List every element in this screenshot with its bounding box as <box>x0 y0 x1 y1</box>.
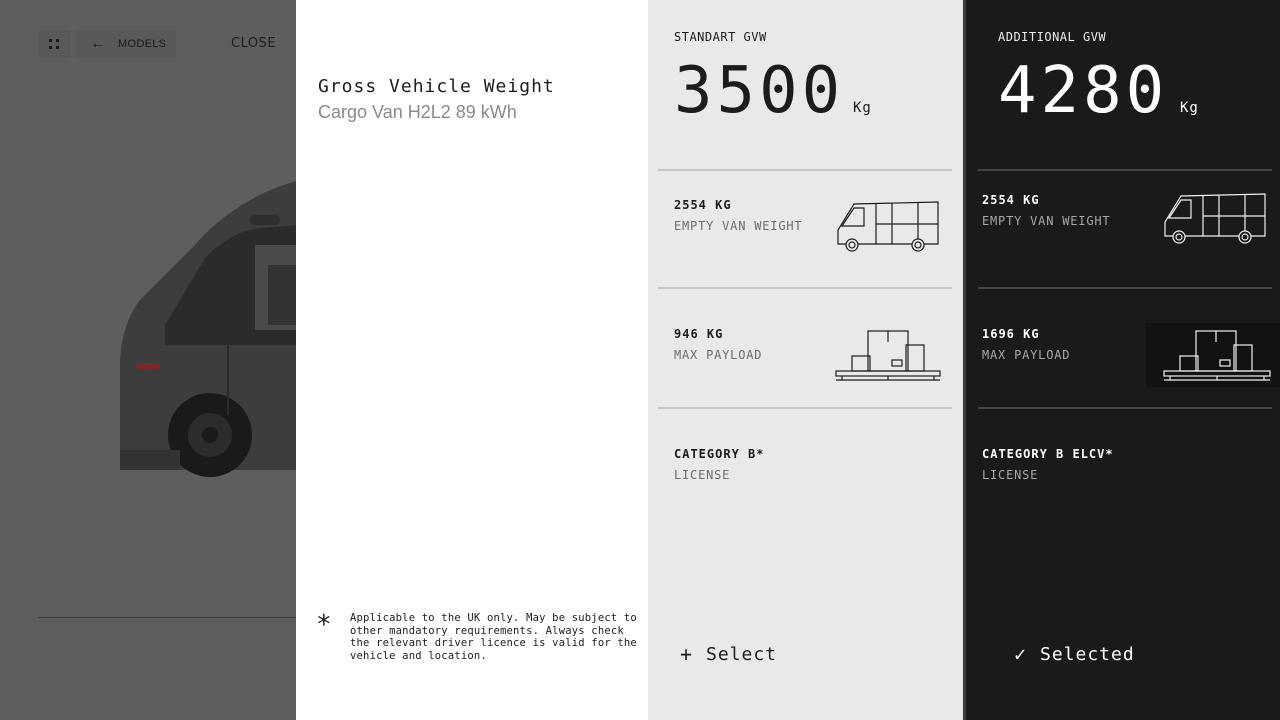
checkmark-icon: ✓ <box>1014 642 1028 666</box>
option-standard-gvw[interactable] <box>648 0 963 720</box>
option-unit: Kg <box>853 100 872 116</box>
divider <box>658 287 952 289</box>
empty-weight-label: EMPTY VAN WEIGHT <box>674 219 803 233</box>
option-label: ADDITIONAL GVW <box>998 30 1107 44</box>
license-value: CATEGORY B ELCV* <box>982 447 1114 461</box>
select-button[interactable] <box>680 642 777 666</box>
empty-weight-label: EMPTY VAN WEIGHT <box>982 214 1111 228</box>
arrow-left-icon: ← <box>90 35 106 52</box>
van-icon <box>1161 188 1269 248</box>
select-label: Select <box>706 643 778 665</box>
selected-button[interactable] <box>1014 642 1135 666</box>
asterisk-icon: * <box>316 610 332 640</box>
divider <box>658 169 952 171</box>
payload-label: MAX PAYLOAD <box>674 348 763 362</box>
license-label: LICENSE <box>982 468 1039 482</box>
option-unit: Kg <box>1180 100 1199 116</box>
payload-value: 946 KG <box>674 327 724 341</box>
empty-weight-value: 2554 KG <box>674 198 732 212</box>
divider <box>978 287 1272 289</box>
van-front-image <box>110 170 300 490</box>
pallet-boxes-icon <box>1162 328 1272 384</box>
panel-title: Gross Vehicle Weight <box>318 76 555 97</box>
models-label: MODELS <box>118 38 167 50</box>
license-label: LICENSE <box>674 468 731 482</box>
divider <box>978 169 1272 171</box>
payload-label: MAX PAYLOAD <box>982 348 1071 362</box>
panel-subtitle: Cargo Van H2L2 89 kWh <box>318 102 517 122</box>
payload-value: 1696 KG <box>982 327 1040 341</box>
top-nav <box>38 30 176 58</box>
empty-weight-value: 2554 KG <box>982 193 1040 207</box>
divider <box>978 407 1272 409</box>
models-back-button[interactable] <box>76 30 176 58</box>
option-additional-gvw[interactable] <box>963 0 1280 720</box>
option-label: STANDART GVW <box>674 30 767 44</box>
selected-label: Selected <box>1040 643 1135 665</box>
option-value: 3500 <box>674 54 845 128</box>
pallet-boxes-icon <box>834 328 942 384</box>
background-divider <box>38 617 296 618</box>
van-icon <box>834 196 942 256</box>
close-button[interactable]: CLOSE <box>231 36 277 51</box>
plus-icon: + <box>680 642 694 666</box>
footnote-text: Applicable to the UK only. May be subject to other mandatory requirements. Always check the relevant driver licence is valid for the vehicle and location. <box>350 612 637 662</box>
footnote <box>316 612 640 662</box>
divider <box>658 407 952 409</box>
grid-icon[interactable] <box>38 30 70 58</box>
info-panel <box>296 0 648 720</box>
option-value: 4280 <box>998 54 1169 128</box>
license-value: CATEGORY B* <box>674 447 765 461</box>
